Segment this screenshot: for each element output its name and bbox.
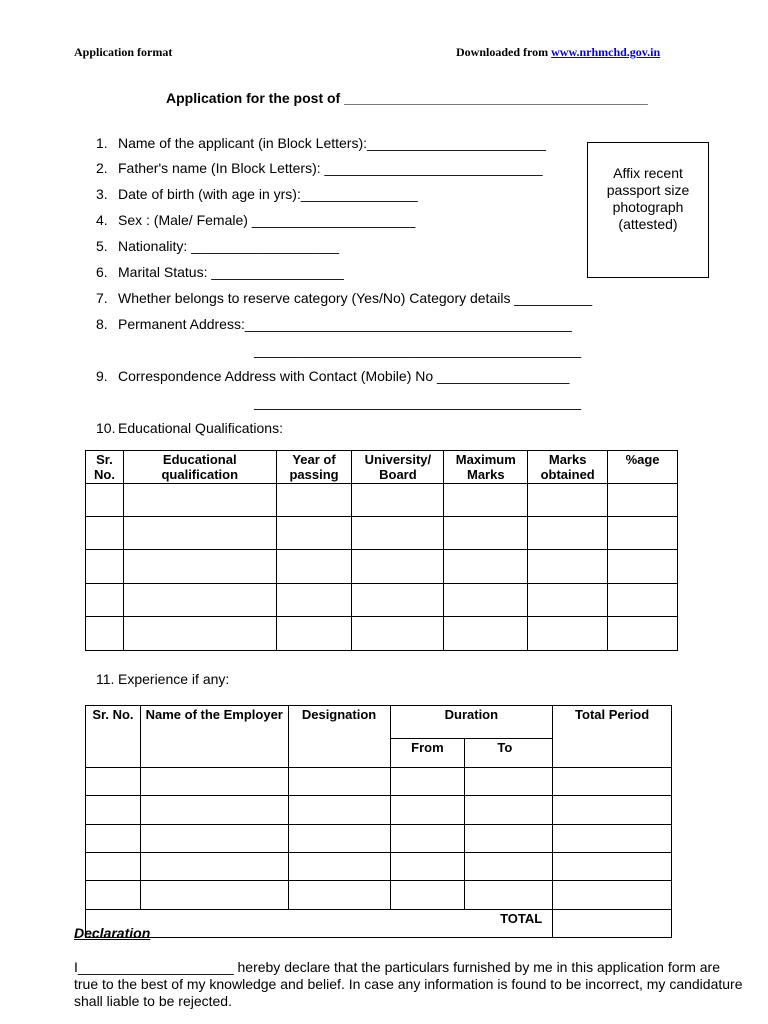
edu-header-qualification: Educational qualification: [123, 451, 276, 484]
table-cell[interactable]: [390, 768, 465, 796]
form-title: Application for the post of _______________________________________: [166, 90, 648, 106]
photo-box-line: (attested): [618, 216, 678, 232]
table-cell[interactable]: [86, 881, 141, 910]
field-permanent-address-line2[interactable]: [254, 342, 581, 358]
experience-table: [85, 705, 672, 938]
field-correspondence-address[interactable]: [96, 368, 569, 384]
field-reserve-category[interactable]: [96, 290, 592, 306]
table-cell[interactable]: [86, 825, 141, 853]
table-row: [86, 853, 672, 881]
total-period-cell[interactable]: [553, 910, 672, 938]
table-cell[interactable]: [276, 550, 352, 584]
exp-header-total-period: Total Period: [553, 706, 672, 768]
table-row: [86, 517, 678, 550]
table-cell[interactable]: [553, 768, 672, 796]
table-cell[interactable]: [528, 484, 608, 517]
exp-subheader-from: From: [390, 739, 465, 768]
exp-header-duration: Duration: [390, 706, 553, 739]
header-right: [456, 45, 660, 60]
item-label: Father's name (In Block Letters): ____________________________: [118, 160, 543, 176]
table-cell[interactable]: [123, 550, 276, 584]
item-number: 2.: [96, 160, 108, 176]
edu-header-sr-no: Sr. No.: [86, 451, 124, 484]
table-row: [86, 881, 672, 910]
table-cell[interactable]: [465, 853, 553, 881]
item-number: 11.: [96, 671, 115, 687]
education-table: [85, 450, 678, 651]
edu-header-percentage: %age: [608, 451, 678, 484]
field-date-of-birth[interactable]: [96, 186, 418, 202]
table-row: [86, 768, 672, 796]
field-correspondence-address-line2[interactable]: [254, 394, 581, 410]
table-cell[interactable]: [140, 825, 288, 853]
table-cell[interactable]: [288, 881, 390, 910]
table-cell[interactable]: [444, 617, 528, 651]
item-number: 1.: [96, 135, 108, 151]
educational-qualifications-label: [96, 420, 283, 436]
table-cell[interactable]: [528, 550, 608, 584]
table-cell[interactable]: [288, 825, 390, 853]
table-cell[interactable]: [390, 853, 465, 881]
table-row: [86, 617, 678, 651]
item-label: Date of birth (with age in yrs):_______________: [118, 186, 418, 202]
table-cell[interactable]: [608, 617, 678, 651]
item-number: 9.: [96, 368, 108, 384]
table-cell[interactable]: [86, 768, 141, 796]
edu-header-year: Year of passing: [276, 451, 352, 484]
item-number: 4.: [96, 212, 108, 228]
table-cell[interactable]: [608, 484, 678, 517]
table-cell[interactable]: [86, 484, 124, 517]
declaration-text: I____________________ hereby declare that the particulars furnished by me in this application form are true to the best of my knowledge and belief. In case any information is found to be incorrect, my candidature shall liable to be rejected.: [74, 959, 743, 1009]
table-cell[interactable]: [123, 584, 276, 617]
item-number: 8.: [96, 316, 108, 332]
table-cell[interactable]: [352, 617, 444, 651]
field-father-name[interactable]: [96, 160, 543, 176]
table-cell[interactable]: [608, 517, 678, 550]
table-cell[interactable]: [288, 796, 390, 825]
item-label: __________________________________________: [254, 342, 582, 358]
table-cell[interactable]: [276, 484, 352, 517]
item-label: Correspondence Address with Contact (Mobile) No _________________: [118, 368, 570, 384]
table-cell[interactable]: [465, 825, 553, 853]
table-cell[interactable]: [86, 584, 124, 617]
table-row: [86, 796, 672, 825]
exp-header-employer: Name of the Employer: [140, 706, 288, 768]
item-label: __________________________________________: [254, 394, 582, 410]
table-cell[interactable]: [390, 881, 465, 910]
item-label: Marital Status: _________________: [118, 264, 344, 280]
table-cell[interactable]: [288, 853, 390, 881]
table-cell[interactable]: [86, 853, 141, 881]
edu-header-board: University/ Board: [352, 451, 444, 484]
table-cell[interactable]: [352, 550, 444, 584]
table-cell[interactable]: [140, 796, 288, 825]
table-row: [86, 584, 678, 617]
table-cell[interactable]: [444, 517, 528, 550]
table-cell[interactable]: [390, 796, 465, 825]
table-cell[interactable]: [553, 825, 672, 853]
field-applicant-name[interactable]: [96, 135, 546, 151]
table-cell[interactable]: [553, 796, 672, 825]
item-number: 6.: [96, 264, 108, 280]
field-nationality[interactable]: [96, 238, 339, 254]
item-number: 5.: [96, 238, 108, 254]
table-cell[interactable]: [553, 853, 672, 881]
table-cell[interactable]: [553, 881, 672, 910]
table-cell[interactable]: [276, 517, 352, 550]
table-cell[interactable]: [86, 517, 124, 550]
table-cell[interactable]: [140, 853, 288, 881]
edu-header-max-marks: Maximum Marks: [444, 451, 528, 484]
item-label: Experience if any:: [118, 671, 230, 687]
table-cell[interactable]: [444, 550, 528, 584]
table-row: [86, 825, 672, 853]
table-cell[interactable]: [390, 825, 465, 853]
edu-header-marks-obtained: Marks obtained: [528, 451, 608, 484]
table-cell[interactable]: [608, 550, 678, 584]
table-cell[interactable]: [528, 584, 608, 617]
total-label: TOTAL: [86, 910, 553, 938]
table-row: [86, 550, 678, 584]
table-cell[interactable]: [465, 881, 553, 910]
table-cell[interactable]: [86, 617, 124, 651]
table-cell[interactable]: [276, 617, 352, 651]
table-cell[interactable]: [276, 584, 352, 617]
item-label: Whether belongs to reserve category (Yes/No) Category details __________: [118, 290, 593, 306]
photo-box-line: Affix recent: [613, 165, 683, 181]
item-label: Sex : (Male/ Female) _____________________: [118, 212, 416, 228]
field-sex[interactable]: [96, 212, 415, 228]
table-cell[interactable]: [444, 584, 528, 617]
item-label: Name of the applicant (in Block Letters):_______________________: [118, 135, 547, 151]
item-label: Nationality: ___________________: [118, 238, 340, 254]
table-cell[interactable]: [140, 881, 288, 910]
table-cell[interactable]: [352, 517, 444, 550]
table-cell[interactable]: [140, 768, 288, 796]
table-cell[interactable]: [123, 617, 276, 651]
exp-subheader-to: To: [465, 739, 553, 768]
item-label: Permanent Address:__________________________________________: [118, 316, 572, 332]
table-cell[interactable]: [465, 796, 553, 825]
table-cell[interactable]: [86, 550, 124, 584]
table-cell[interactable]: [465, 768, 553, 796]
photo-box: [587, 142, 709, 278]
table-cell[interactable]: [352, 584, 444, 617]
total-row: [86, 910, 672, 938]
table-cell[interactable]: [444, 484, 528, 517]
header-left-text: Application format: [74, 45, 173, 59]
table-cell[interactable]: [86, 796, 141, 825]
table-cell[interactable]: [123, 517, 276, 550]
table-cell[interactable]: [288, 768, 390, 796]
experience-label: [96, 671, 229, 687]
source-link[interactable]: www.nrhmchd.gov.in: [551, 45, 661, 59]
table-cell[interactable]: [528, 617, 608, 651]
item-label: Educational Qualifications:: [118, 420, 283, 436]
field-permanent-address[interactable]: [96, 316, 572, 332]
item-number: 3.: [96, 186, 108, 202]
table-cell[interactable]: [608, 584, 678, 617]
table-cell[interactable]: [352, 484, 444, 517]
field-marital-status[interactable]: [96, 264, 344, 280]
downloaded-from-text: Downloaded from: [456, 45, 552, 59]
table-cell[interactable]: [123, 484, 276, 517]
table-cell[interactable]: [528, 517, 608, 550]
table-row: [86, 484, 678, 517]
item-number: 10.: [96, 420, 116, 436]
photo-box-line: photograph: [612, 199, 684, 215]
exp-header-designation: Designation: [288, 706, 390, 768]
exp-header-sr-no: Sr. No.: [86, 706, 141, 768]
photo-box-line: passport size: [606, 182, 690, 198]
item-number: 7.: [96, 290, 108, 306]
declaration-heading: Declaration: [74, 925, 151, 941]
